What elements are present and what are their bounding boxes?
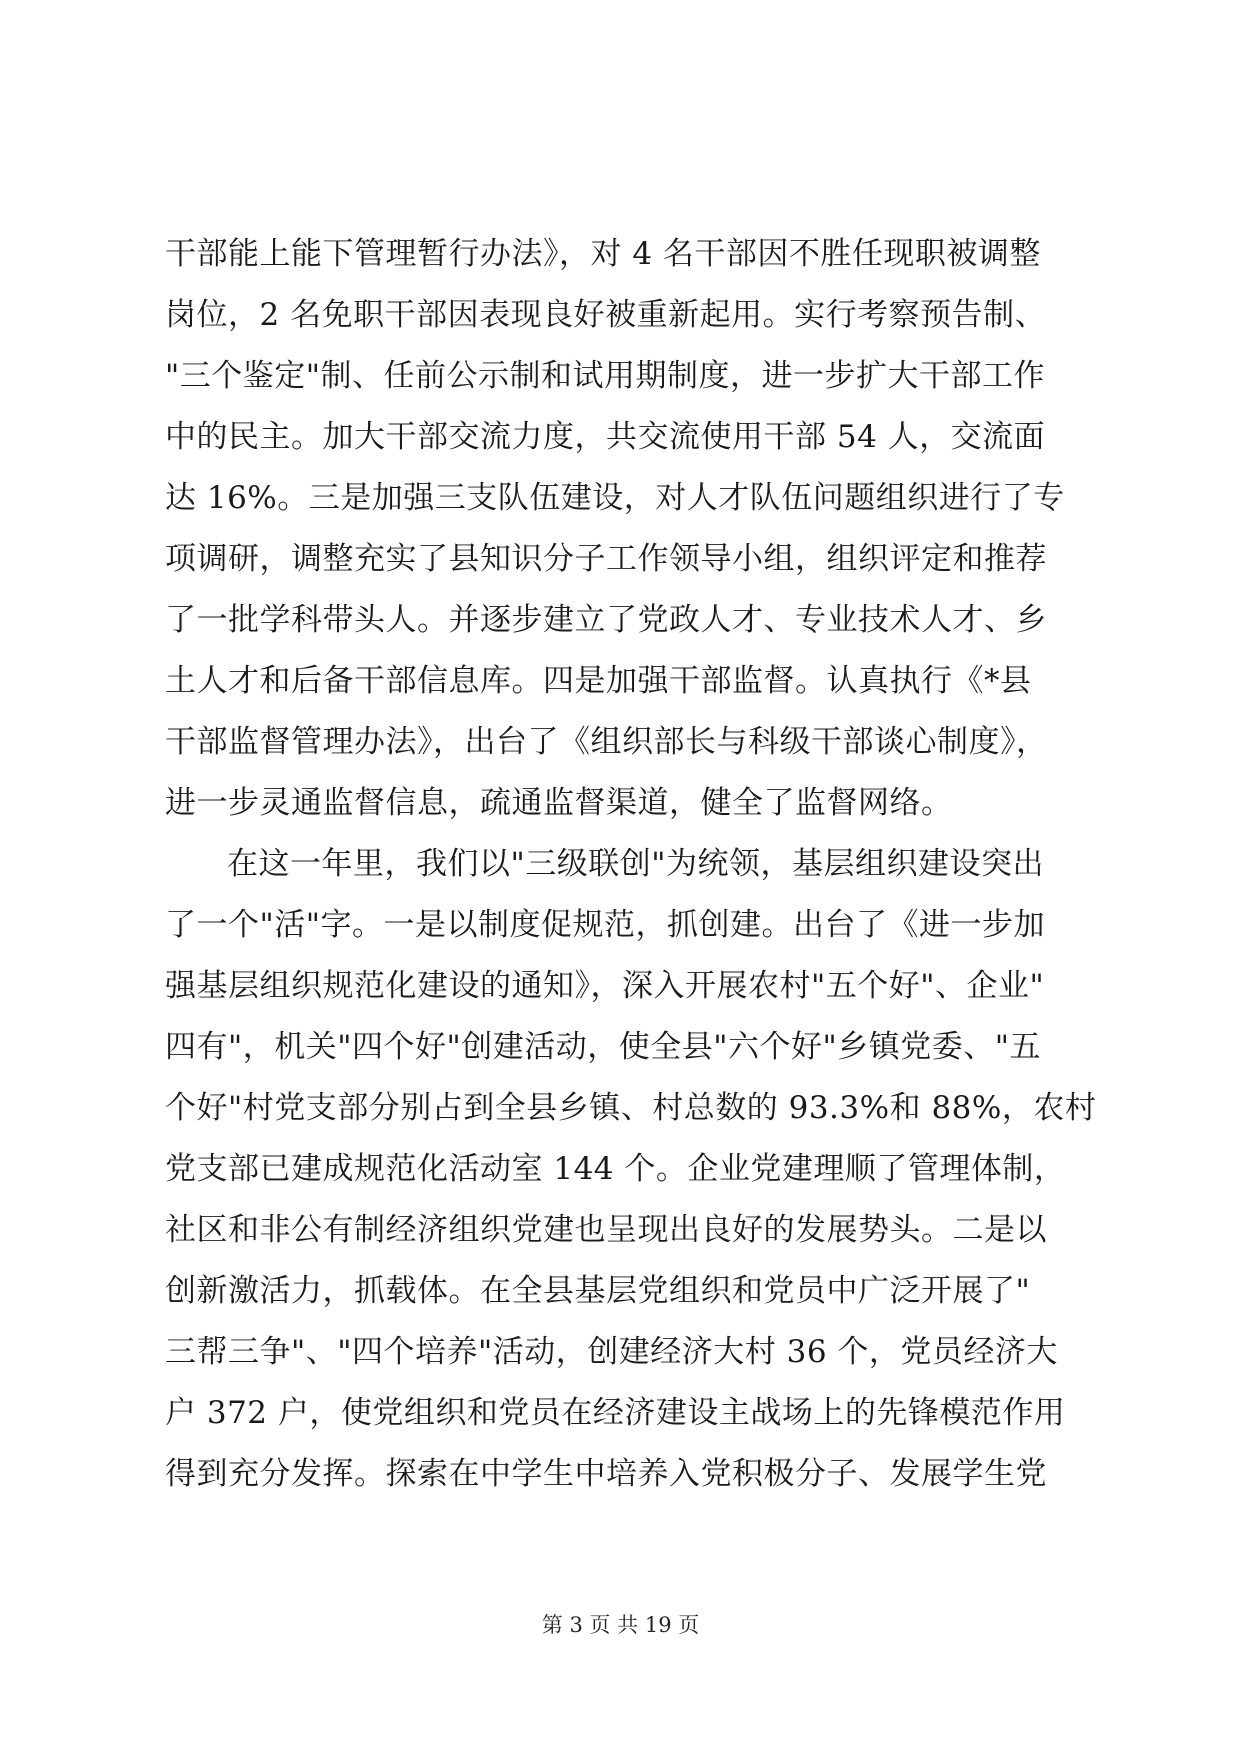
- text-line: 项调研，调整充实了县知识分子工作领导小组，组织评定和推荐: [165, 541, 1047, 577]
- page-footer: 第 3 页 共 19 页: [541, 1613, 700, 1637]
- text-line: 户 372 户，使党组织和党员在经济建设主战场上的先锋模范作用: [165, 1395, 1066, 1431]
- text-line: 中的民主。加大干部交流力度，共交流使用干部 54 人，交流面: [165, 419, 1046, 455]
- body-text: [165, 224, 1097, 1505]
- text-line: 土人才和后备干部信息库。四是加强干部监督。认真执行《*县: [165, 663, 1032, 699]
- text-line: 干部监督管理办法》，出台了《组织部长与科级干部谈心制度》，: [165, 724, 1048, 760]
- text-line: 了一批学科带头人。并逐步建立了党政人才、专业技术人才、乡: [165, 602, 1047, 638]
- text-line: 社区和非公有制经济组织党建也呈现出良好的发展势头。二是以: [165, 1212, 1047, 1248]
- text-line: 个好"村党支部分别占到全县乡镇、村总数的 93.3%和 88%，农村: [165, 1090, 1097, 1126]
- text-line: "三个鉴定"制、任前公示制和试用期制度，进一步扩大干部工作: [165, 358, 1046, 394]
- text-line: 在这一年里，我们以"三级联创"为统领，基层组织建设突出: [227, 846, 1045, 882]
- text-line: 进一步灵通监督信息，疏通监督渠道，健全了监督网络。: [165, 785, 953, 821]
- text-line: 创新激活力，抓载体。在全县基层党组织和党员中广泛开展了": [165, 1273, 1031, 1309]
- text-line: 岗位，2 名免职干部因表现良好被重新起用。实行考察预告制、: [165, 297, 1047, 333]
- text-line: 干部能上能下管理暂行办法》，对 4 名干部因不胜任现职被调整: [165, 236, 1041, 272]
- text-line: 了一个"活"字。一是以制度促规范，抓创建。出台了《进一步加: [165, 907, 1046, 943]
- text-line: 三帮三争"、"四个培养"活动，创建经济大村 36 个，党员经济大: [165, 1334, 1058, 1370]
- text-line: 强基层组织规范化建设的通知》，深入开展农村"五个好"、企业": [165, 968, 1045, 1004]
- text-line: 四有"，机关"四个好"创建活动，使全县"六个好"乡镇党委、"五: [165, 1029, 1042, 1065]
- text-line: 达 16%。三是加强三支队伍建设，对人才队伍问题组织进行了专: [165, 480, 1065, 516]
- text-line: 得到充分发挥。探索在中学生中培养入党积极分子、发展学生党: [165, 1456, 1047, 1492]
- text-line: 党支部已建成规范化活动室 144 个。企业党建理顺了管理体制，: [165, 1151, 1066, 1187]
